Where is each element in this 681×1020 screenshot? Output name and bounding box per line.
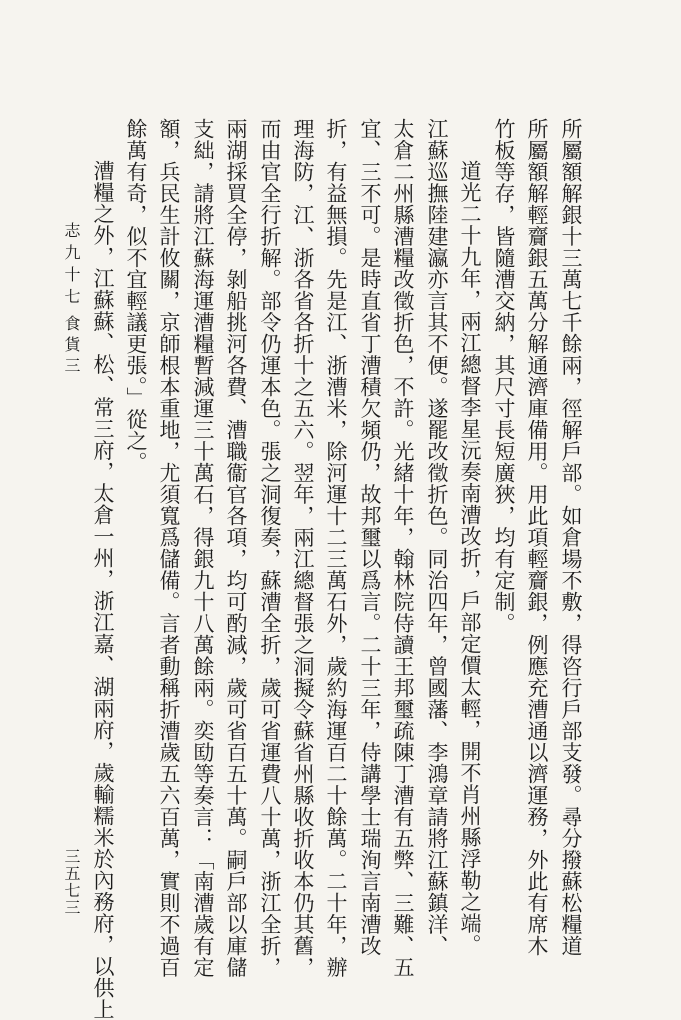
page-number: 三五七三 bbox=[62, 848, 81, 916]
text-column: 理海防，江、浙各省各折十之五六。翌年，兩江總督張之洞擬令蘇省州縣收折收本仍其舊， bbox=[291, 118, 315, 978]
text-column: 餘萬有奇，似不宜輕議更張。」從之。 bbox=[124, 118, 148, 473]
text-column: 道光二十九年，兩江總督李星沅奏南漕改折，戶部定價太輕，開不肖州縣浮勒之端。 bbox=[458, 160, 482, 956]
text-column: 竹板等存，皆隨漕交納，其尺寸長短廣狹，均有定制。 bbox=[492, 118, 516, 634]
running-head-volume: 志九十七 bbox=[62, 222, 81, 310]
text-column: 兩湖採買全停，剝船挑河各費、漕職衞官各項，均可酌減，歲可省百五十萬。嗣戶部以庫儲 bbox=[224, 118, 248, 978]
text-column: 所屬額解銀十三萬七千餘兩，徑解戶部。如倉場不敷，得咨行戶部支發。尋分撥蘇松糧道 bbox=[559, 118, 583, 957]
text-column: 而由官全行折解。部令仍運本色。張之洞復奏，蘇漕全折，歲可省運費八十萬，浙江全折， bbox=[258, 118, 282, 978]
text-column: 額，兵民生計攸關，京師根本重地，尤須寬爲儲備。言者動稱折漕歲五六百萬，實則不過百 bbox=[157, 118, 181, 978]
text-column: 折，有益無損。先是江、浙漕米，除河運十二三萬石外，歲約海運百二十餘萬。二十年，辦 bbox=[324, 118, 348, 978]
text-column: 宜、三不可。是時直省丁漕積欠頻仍，故邦璽以爲言。二十三年，侍講學士瑞洵言南漕改 bbox=[358, 118, 382, 957]
text-column: 太倉二州縣漕糧改徵折色，不許。光緒十年，翰林院侍讀王邦璽疏陳丁漕有五弊、三難、五 bbox=[391, 118, 415, 978]
text-column: 漕糧之外，江蘇蘇、松、常三府，太倉一州，浙江嘉、湖兩府，歲輸糯米於內務府，以供上 bbox=[91, 160, 115, 1020]
text-column: 江蘇巡撫陸建瀛亦言其不便。遂罷改徵折色。同治四年，曾國藩、李鴻章請將江蘇鎮洋、 bbox=[425, 118, 449, 957]
running-head-section: 食貨三 bbox=[62, 315, 81, 378]
text-column: 所屬額解輕齎銀五萬分解通濟庫備用。用此項輕齎銀，例應充漕通以濟運務，外此有席木 bbox=[525, 118, 549, 957]
text-column: 支絀，請將江蘇海運漕糧暫減運三十萬石，得銀九十八萬餘兩。奕劻等奏言：「南漕歲有定 bbox=[191, 118, 215, 978]
